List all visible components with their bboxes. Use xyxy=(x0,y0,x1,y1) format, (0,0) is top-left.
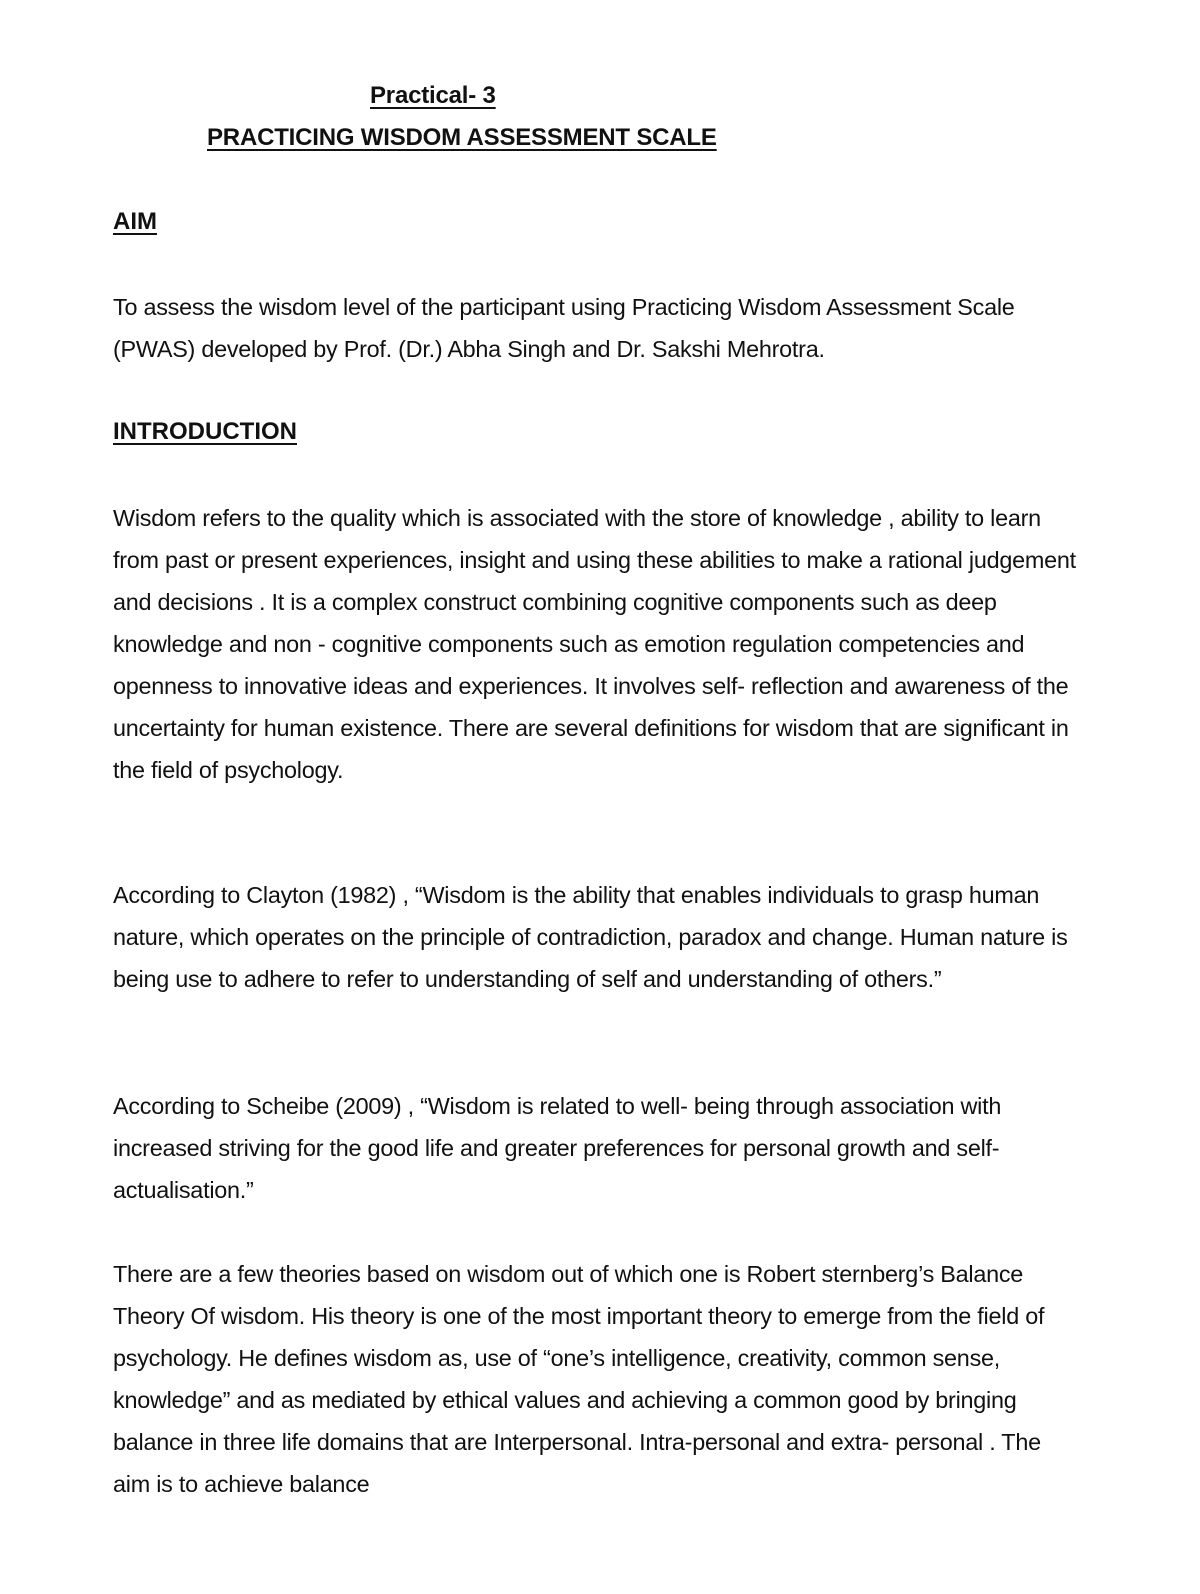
aim-paragraph: To assess the wisdom level of the participant using Practicing Wisdom Assessment Scale (PWAS) developed by Prof. (Dr.) Abha Singh and Dr. Sakshi Mehrotra. xyxy=(113,294,1015,362)
aim-heading: AIM xyxy=(113,208,157,235)
introduction-paragraph-1: Wisdom refers to the quality which is associated with the store of knowledge , ability to learn from past or present experiences, insight and using these abilities to make a rational judgement and decisions . It is a complex construct combining cognitive components such as deep knowledge and non - cognitive components such as emotion regulation competencies and openness to innovative ideas and experiences. It involves self- reflection and awareness of the uncertainty for human existence. There are several definitions for wisdom that are significant in the field of psychology. xyxy=(113,505,1076,783)
introduction-heading: INTRODUCTION xyxy=(113,418,297,445)
document-title: PRACTICING WISDOM ASSESSMENT SCALE xyxy=(207,124,717,151)
introduction-paragraph-4: There are a few theories based on wisdom out of which one is Robert sternberg’s Balance Theory Of wisdom. His theory is one of the most important theory to emerge from the field of psychology. He defines wisdom as, use of “one’s intelligence, creativity, common sense, knowledge” and as mediated by ethical values and achieving a common good by bringing balance in three life domains that are Interpersonal. Intra-personal and extra- personal . The aim is to achieve balance xyxy=(113,1261,1045,1497)
practical-label: Practical- 3 xyxy=(370,82,496,109)
introduction-paragraph-2: According to Clayton (1982) , “Wisdom is the ability that enables individuals to grasp human nature, which operates on the principle of contradiction, paradox and change. Human nature is being use to adhere to refer to understanding of self and understanding of others.” xyxy=(113,882,1068,992)
introduction-paragraph-3: According to Scheibe (2009) , “Wisdom is related to well- being through association with increased striving for the good life and greater preferences for personal growth and self- actualisation.” xyxy=(113,1093,1002,1203)
